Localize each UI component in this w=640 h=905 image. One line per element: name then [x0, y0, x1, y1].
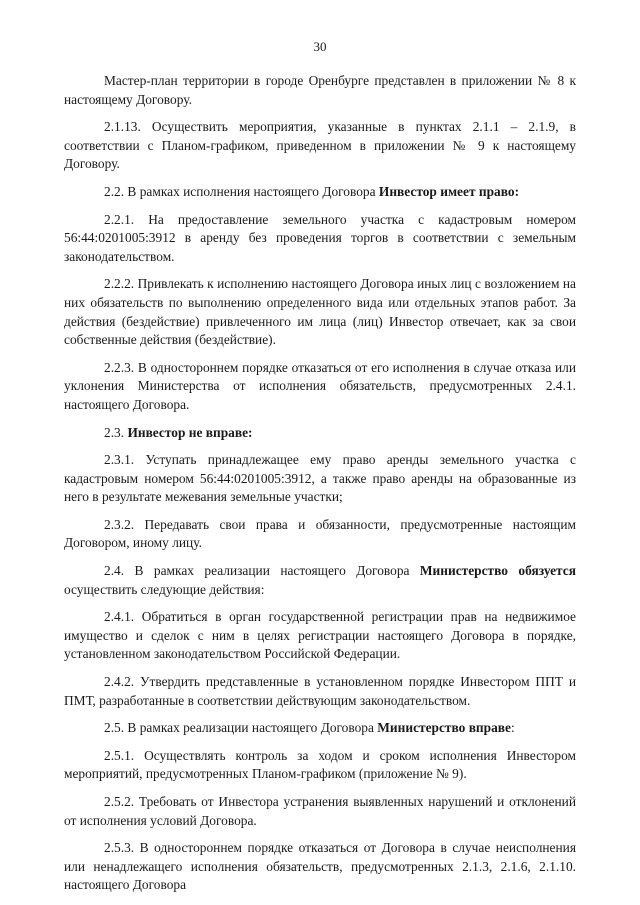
paragraph-p8	[64, 451, 576, 507]
text-run: 2.5.1. Осуществлять контроль за ходом и сроком исполнения Инвестором мероприятий, предусмотренных Планом-графиком (приложение № 9).	[64, 747, 576, 782]
document-body	[64, 72, 576, 904]
text-run: 2.5.2. Требовать от Инвестора устранения выявленных нарушений и отклонений от исполнения условий Договора.	[64, 794, 576, 828]
text-run: 2.3.2. Передавать свои права и обязанности, предусмотренные настоящим Договором, иному лицу.	[64, 516, 576, 551]
bold-text: Инвестор имеет право:	[378, 183, 520, 199]
text-run: 2.4.1. Обратиться в орган государственной регистрации прав на недвижимое имущество и сделок с ним в целях регистрации настоящего Договора в порядке, установленном законодательством Российской Федерации.	[64, 609, 576, 662]
paragraph-p12	[64, 673, 576, 710]
text-run: 2.4.2. Утвердить представленные в установленном порядке Инвестором ППТ и ПМТ, разработанные в соответствии действующим законодательством.	[64, 674, 576, 708]
paragraph-p7	[64, 424, 576, 443]
text-run: 2.3.1. Уступать принадлежащее ему право аренды земельного участка с кадастровым номером 56:44:0201005:3912, а также право аренды на образованные из него в результате межевания земельные участки;	[64, 452, 576, 505]
bold-text: Инвестор не вправе:	[127, 424, 253, 440]
text-run: 2.2. В рамках исполнения настоящего Договора	[104, 183, 379, 199]
text-run: 2.5.3. В одностороннем порядке отказаться от Договора в случае неисполнения или ненадлежащего исполнения обязательств, предусмотренных 2.1.3, 2.1.6, 2.1.10. настоящего Договора	[64, 840, 576, 893]
bold-text: Министерство вправе	[377, 720, 511, 736]
page-number: 30	[313, 39, 327, 54]
paragraph-p11	[64, 608, 576, 664]
text-run: 2.1.13. Осуществить мероприятия, указанные в пунктах 2.1.1 – 2.1.9, в соответствии с Планом-графиком, приведенном в приложении № 9 к настоящему Договору.	[64, 119, 576, 172]
paragraph-p15	[64, 793, 576, 830]
paragraph-p16	[64, 839, 576, 895]
text-run: Мастер-план территории в городе Оренбурге представлен в приложении № 8 к настоящему Договору.	[64, 73, 576, 107]
text-run: :	[510, 720, 515, 736]
text-run: 2.5. В рамках реализации настоящего Договора	[104, 720, 378, 736]
text-run: 2.2.3. В одностороннем порядке отказаться от его исполнения в случае отказа или уклонения Министерства от исполнения обязательств, предусмотренных 2.4.1. настоящего Договора.	[64, 359, 576, 412]
bold-text: Министерство обязуется	[419, 563, 576, 579]
paragraph-p4	[64, 211, 576, 267]
text-run: 2.4. В рамках реализации настоящего Договора	[104, 563, 420, 579]
paragraph-p9	[64, 516, 576, 553]
text-run: 2.2.2. Привлекать к исполнению настоящего Договора иных лиц с возложением на них обязательств по выполнению определенного вида или отдельных этапов работ. За действия (бездействие) привлеченного им лица (лиц) Инвестор отвечает, как за свои собственные действия (бездействие).	[64, 276, 576, 348]
text-run: осуществить следующие действия:	[64, 581, 265, 597]
paragraph-p14	[64, 747, 576, 784]
text-run: 2.3.	[104, 424, 128, 440]
paragraph-p13	[64, 719, 576, 738]
paragraph-p10	[64, 562, 576, 599]
paragraph-p2	[64, 118, 576, 174]
paragraph-p1	[64, 72, 576, 109]
paragraph-p6	[64, 359, 576, 415]
text-run: 2.2.1. На предоставление земельного участка с кадастровым номером 56:44:0201005:3912 в аренду без проведения торгов в соответствии с земельным законодательством.	[64, 211, 576, 264]
paragraph-p5	[64, 275, 576, 349]
paragraph-p3	[64, 183, 576, 202]
